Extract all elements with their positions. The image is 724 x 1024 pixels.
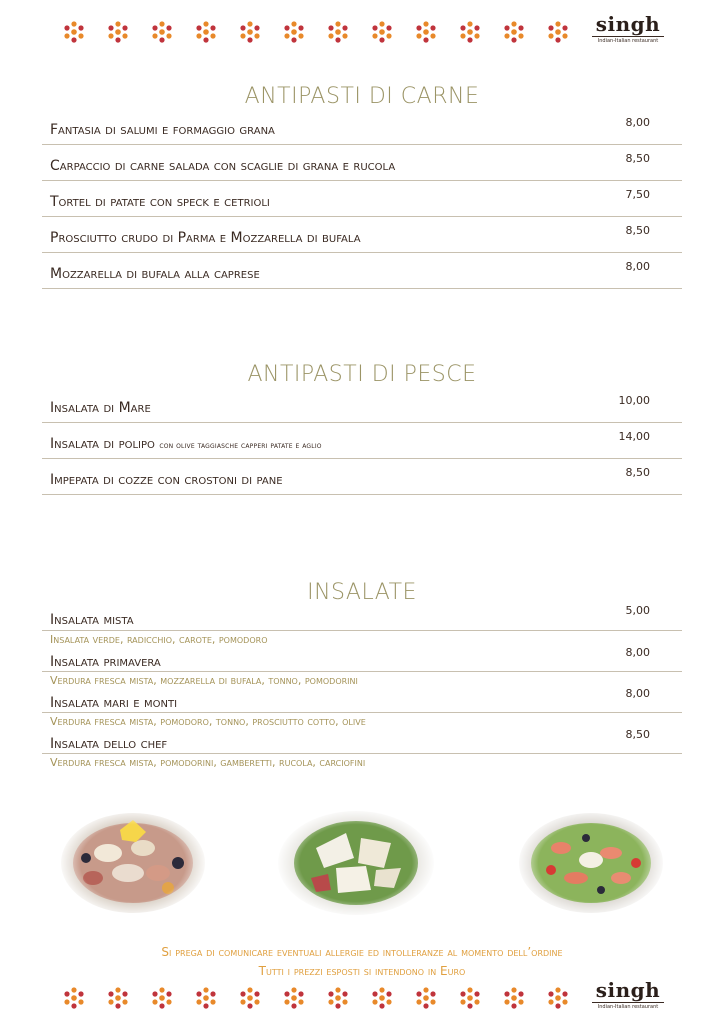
menu-item-name: Carpaccio di carne salada con scaglie di grana e rucola — [50, 158, 396, 174]
flower-icon — [194, 18, 238, 46]
flower-icon — [150, 18, 194, 46]
menu-item — [42, 388, 682, 423]
menu-item — [42, 687, 682, 713]
menu-item-price: 5,00 — [625, 604, 650, 617]
flower-icon — [370, 18, 414, 46]
flower-icon — [546, 18, 590, 46]
flower-icon — [546, 984, 590, 1012]
menu-item — [42, 460, 682, 495]
menu-item-name: Insalata mista — [50, 612, 134, 628]
menu-item-description-text: Insalata verde, radicchio, carote, pomodoro — [50, 633, 268, 646]
menu-item-price: 8,00 — [625, 260, 650, 273]
flower-icon — [326, 984, 370, 1012]
menu-item-name — [50, 472, 283, 488]
flower-icon — [414, 984, 458, 1012]
flower-icon — [282, 984, 326, 1012]
menu-item-name: Insalata dello chef — [50, 736, 168, 752]
logo-tagline: Indian-Italian restaurant — [592, 1002, 664, 1010]
menu-item — [42, 424, 682, 459]
allergy-notice: Si prega di comunicare eventuali allergie ed intolleranze al momento dell’ordine — [161, 945, 563, 959]
shrimp-salad-photo — [516, 808, 666, 918]
carpaccio-photo — [276, 808, 426, 918]
flower-icon — [194, 984, 238, 1012]
flower-icon — [458, 984, 502, 1012]
flower-icon — [62, 984, 106, 1012]
logo-brand: singh — [595, 978, 661, 1002]
menu-item-price: 8,00 — [625, 687, 650, 700]
currency-notice: Tutti i prezzi esposti si intendono in Euro — [258, 964, 466, 978]
menu-item-name — [50, 400, 151, 416]
menu-item — [42, 646, 682, 672]
menu-item — [42, 254, 682, 289]
menu-item-name: Insalata primavera — [50, 654, 161, 670]
menu-item-note: con olive taggiasche capperi patate e aglio — [159, 441, 322, 450]
menu-item — [42, 218, 682, 253]
menu-item-name-text: Insalata di polipo — [50, 436, 155, 452]
flower-icon — [326, 18, 370, 46]
menu-item-price: 8,00 — [625, 116, 650, 129]
menu-item-description — [42, 630, 682, 649]
menu-item-price: 8,50 — [625, 728, 650, 741]
menu-item-price: 8,00 — [625, 646, 650, 659]
menu-item-name: Insalata mari e monti — [50, 695, 178, 711]
menu-item-description-text: Verdura fresca mista, pomodoro, tonno, prosciutto cotto, olive — [50, 715, 366, 728]
section-title-antipasti-carne: ANTIPASTI DI CARNE — [244, 84, 480, 109]
flower-icon — [238, 18, 282, 46]
menu-item-description-text: Verdura fresca mista, mozzarella di bufala, tonno, pomodorini — [50, 674, 358, 687]
flower-icon — [370, 984, 414, 1012]
flower-icon — [502, 18, 546, 46]
menu-item — [42, 728, 682, 754]
menu-item-name-text: Impepata di cozze con crostoni di pane — [50, 472, 283, 488]
menu-item-description-text: Verdura fresca mista, pomodorini, gamberetti, rucola, carciofini — [50, 756, 366, 769]
flower-icon — [62, 18, 106, 46]
menu-item-name: Tortel di patate con speck e cetrioli — [50, 194, 270, 210]
menu-item — [42, 110, 682, 145]
menu-item-description — [42, 753, 682, 772]
menu-item-name-text: Insalata di Mare — [50, 400, 151, 416]
menu-item-price: 8,50 — [625, 152, 650, 165]
menu-item-description — [42, 712, 682, 731]
menu-item — [42, 604, 682, 630]
section-title-insalate: INSALATE — [307, 580, 417, 605]
flower-icon — [502, 984, 546, 1012]
menu-item-name — [50, 436, 322, 452]
restaurant-logo — [592, 980, 664, 1010]
menu-item-price: 8,50 — [625, 466, 650, 479]
menu-item-name: Prosciutto crudo di Parma e Mozzarella di bufala — [50, 230, 361, 246]
flower-icon — [458, 18, 502, 46]
flower-icon — [106, 984, 150, 1012]
menu-item — [42, 182, 682, 217]
logo-brand: singh — [595, 12, 661, 36]
menu-item-name: Fantasia di salumi e formaggio grana — [50, 122, 275, 138]
decorative-flower-row-top — [62, 18, 590, 46]
flower-icon — [414, 18, 458, 46]
menu-item-description — [42, 671, 682, 690]
menu-item-price: 14,00 — [618, 430, 650, 443]
flower-icon — [106, 18, 150, 46]
decorative-flower-row-bottom — [62, 984, 590, 1012]
flower-icon — [150, 984, 194, 1012]
flower-icon — [238, 984, 282, 1012]
restaurant-logo — [592, 14, 664, 44]
section-title-antipasti-pesce: ANTIPASTI DI PESCE — [247, 362, 477, 387]
flower-icon — [282, 18, 326, 46]
menu-item-price: 7,50 — [625, 188, 650, 201]
menu-item-price: 10,00 — [618, 394, 650, 407]
menu-item-name: Mozzarella di bufala alla caprese — [50, 266, 260, 282]
menu-item — [42, 146, 682, 181]
logo-tagline: Indian-Italian restaurant — [592, 36, 664, 44]
menu-item-price: 8,50 — [625, 224, 650, 237]
seafood-salad-photo — [58, 808, 208, 918]
